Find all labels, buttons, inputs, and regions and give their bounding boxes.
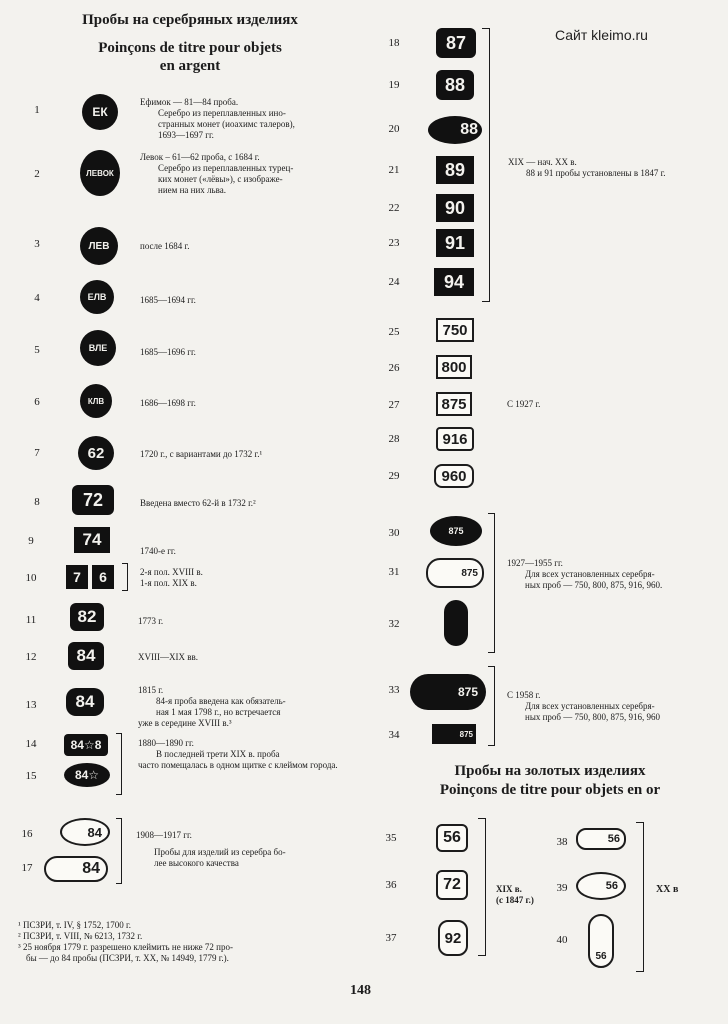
silver-title-ru: Пробы на серебряных изделиях — [82, 12, 298, 28]
hallmark-12: 84 — [68, 642, 104, 670]
item-number: 1 — [34, 104, 40, 116]
item-number: 16 — [21, 828, 33, 840]
hallmark-15: 84☆ — [64, 763, 110, 787]
item-number: 8 — [34, 496, 40, 508]
hallmark-38: 56 — [576, 828, 626, 850]
item-number: 6 — [34, 396, 40, 408]
hallmark-27: 875 — [436, 392, 472, 416]
hallmark-14: 84☆8 — [64, 734, 108, 756]
hallmark-36: 72 — [436, 870, 468, 900]
item-number: 18 — [388, 37, 400, 49]
hallmark-7: 62 — [78, 436, 114, 470]
hallmark-37: 92 — [438, 920, 468, 956]
hallmark-5: ВЛЕ — [80, 330, 116, 366]
site-label: Сайт kleimo.ru — [555, 27, 648, 43]
item-number: 11 — [25, 614, 37, 626]
item-number: 3 — [34, 238, 40, 250]
hallmark-18: 87 — [436, 28, 476, 58]
hallmark-17: 84 — [44, 856, 108, 882]
item-number: 21 — [388, 164, 400, 176]
description-31: 1927—1955 гг. Для всех установленных серебря- ных проб — 750, 800, 875, 916, 960. — [507, 558, 663, 590]
item-number: 35 — [385, 832, 397, 844]
item-number: 9 — [28, 535, 34, 547]
bracket-35-37 — [478, 818, 486, 956]
item-number: 14 — [25, 738, 37, 750]
hallmark-32 — [444, 600, 468, 646]
item-number: 5 — [34, 344, 40, 356]
hallmark-22: 90 — [436, 194, 474, 222]
item-number: 7 — [34, 447, 40, 459]
bracket-14-15 — [116, 733, 122, 795]
description-14: 1880—1890 гг. В последней трети XIX в. проба часто помещалась в одном щитке с клеймом города. — [138, 738, 338, 770]
bracket-10 — [122, 563, 128, 591]
hallmark-13: 84 — [66, 688, 104, 716]
hallmark-19: 88 — [436, 70, 474, 100]
description-7: 1720 г., с вариантами до 1732 г.¹ — [140, 449, 263, 459]
hallmark-24: 94 — [434, 268, 474, 296]
item-number: 29 — [388, 470, 400, 482]
silver-title-fr-2: en argent — [159, 58, 221, 74]
description-9: 1740-е гг. — [140, 546, 176, 556]
description-1: Ефимок — 81—84 проба. Серебро из переплавленных ино- странных монет (иоахимс талеров), 1693—1697 гг. — [140, 97, 295, 140]
hallmark-28: 916 — [436, 427, 474, 451]
item-number: 38 — [556, 836, 568, 848]
item-number: 22 — [388, 202, 400, 214]
item-number: 24 — [388, 276, 400, 288]
item-number: 40 — [556, 934, 568, 946]
item-number: 10 — [25, 572, 37, 584]
description-10: 2-я пол. XVIII в. 1-я пол. XIX в. — [140, 567, 203, 588]
item-number: 36 — [385, 879, 397, 891]
hallmark-4: ЕЛВ — [80, 280, 114, 314]
footnotes: ¹ ПСЗРИ, т. IV, § 1752, 1700 г. ² ПСЗРИ, т. VIII, № 6213, 1732 г. ³ 25 ноября 1779 г. разрешено клеймить не ниже 72 про- бы — до 84 пробы (ПСЗРИ, т. XX, № 14949, 1779 г.). — [18, 920, 233, 963]
hallmark-11: 82 — [70, 603, 104, 631]
description-33: С 1958 г. Для всех установленных серебря- ных проб — 750, 800, 875, 916, 960 — [507, 690, 661, 722]
hallmark-26: 800 — [436, 355, 472, 379]
bracket-33-34 — [488, 666, 495, 746]
item-number: 23 — [388, 237, 400, 249]
item-number: 19 — [388, 79, 400, 91]
description-12: XVIII—XIX вв. — [138, 652, 198, 662]
hallmark-39: 56 — [576, 872, 626, 900]
silver-title-fr-1: Poinçons de titre pour objets — [98, 40, 282, 56]
bracket-16-17 — [116, 818, 122, 884]
gold-note-xix: XIX в. (с 1847 г.) — [496, 884, 534, 905]
description-16: 1908—1917 гг. Пробы для изделий из серебра бо- лее высокого качества — [136, 830, 286, 868]
hallmark-30: 875 — [430, 516, 482, 546]
bracket-18-24 — [482, 28, 490, 302]
item-number: 15 — [25, 770, 37, 782]
item-number: 27 — [388, 399, 400, 411]
item-number: 17 — [21, 862, 33, 874]
description-6: 1686—1698 гг. — [140, 398, 196, 408]
description-21: XIX — нач. XX в. 88 и 91 пробы установлены в 1847 г. — [508, 157, 666, 178]
item-number: 33 — [388, 684, 400, 696]
hallmark-29: 960 — [434, 464, 474, 488]
hallmark-2: ЛЕВОК — [80, 150, 120, 196]
hallmark-6: КЛВ — [80, 384, 112, 418]
item-number: 12 — [25, 651, 37, 663]
description-13: 1815 г. 84-я проба введена как обязатель- ная 1 мая 1798 г., но встречается уже в середине XVIII в.³ — [138, 685, 286, 728]
item-number: 28 — [388, 433, 400, 445]
gold-title-ru: Пробы на золотых изделиях — [454, 763, 646, 779]
item-number: 30 — [388, 527, 400, 539]
hallmark-31: 875 — [426, 558, 484, 588]
hallmark-20: 88 — [428, 116, 482, 144]
hallmark-33: 875 — [410, 674, 486, 710]
item-number: 25 — [388, 326, 400, 338]
item-number: 37 — [385, 932, 397, 944]
description-8: Введена вместо 62-й в 1732 г.² — [140, 498, 256, 508]
hallmark-1: ЕК — [82, 94, 118, 130]
description-4: 1685—1694 гг. — [140, 295, 196, 305]
item-number: 32 — [388, 618, 400, 630]
description-3: после 1684 г. — [140, 241, 190, 251]
item-number: 39 — [556, 882, 568, 894]
hallmark-10b: 6 — [92, 565, 114, 589]
item-number: 20 — [388, 123, 400, 135]
bracket-30-32 — [488, 513, 495, 653]
gold-title-fr: Poinçons de titre pour objets en or — [439, 782, 661, 798]
hallmark-35: 56 — [436, 824, 468, 852]
hallmark-16: 84 — [60, 818, 110, 846]
hallmark-23: 91 — [436, 229, 474, 257]
item-number: 31 — [388, 566, 400, 578]
bracket-38-40 — [636, 822, 644, 972]
item-number: 26 — [388, 362, 400, 374]
description-2: Левок – 61—62 проба, с 1684 г. Серебро из переплавленных турец- ких монет («лёвы»), с изображе- нием на них льва. — [140, 152, 294, 195]
gold-note-xx: XX в — [656, 884, 679, 895]
item-number: 4 — [34, 292, 40, 304]
hallmark-34: 875 — [432, 724, 476, 744]
hallmark-8: 72 — [72, 485, 114, 515]
hallmark-9: 74 — [74, 527, 110, 553]
item-number: 2 — [34, 168, 40, 180]
description-27: С 1927 г. — [507, 399, 541, 409]
hallmark-3: ЛЕВ — [80, 227, 118, 265]
hallmark-21: 89 — [436, 156, 474, 184]
description-11: 1773 г. — [138, 616, 164, 626]
item-number: 34 — [388, 729, 400, 741]
item-number: 13 — [25, 699, 37, 711]
hallmark-10a: 7 — [66, 565, 88, 589]
hallmark-40: 56 — [588, 914, 614, 968]
page-number: 148 — [350, 983, 371, 998]
hallmark-25: 750 — [436, 318, 474, 342]
description-5: 1685—1696 гг. — [140, 347, 196, 357]
